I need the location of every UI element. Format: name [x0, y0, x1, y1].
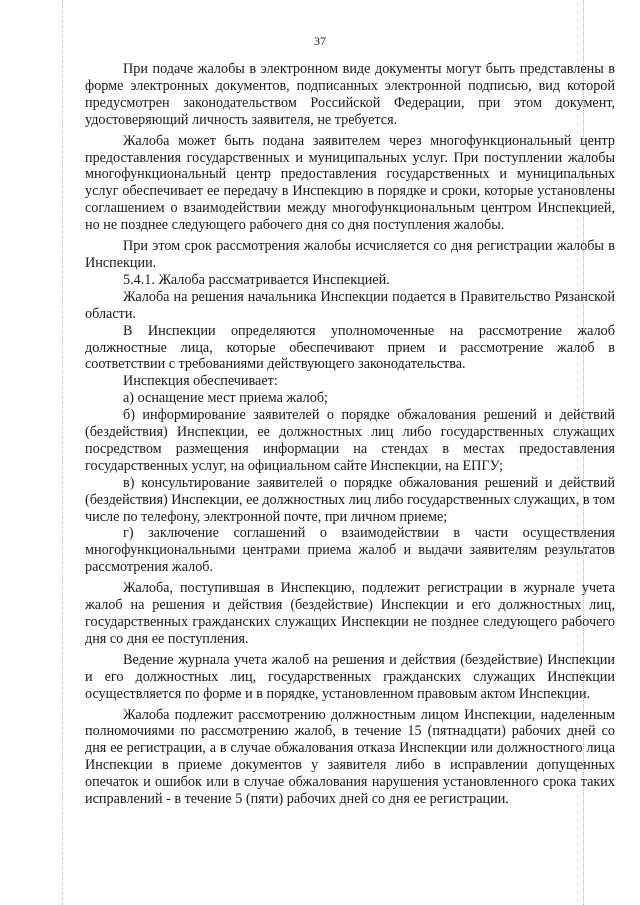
list-item-b: б) информирование заявителей о порядке обжалования решений и действий (бездействия) Инспекции, ее должностных лиц либо государственных служащих посредством размещения информации на стендах в местах предоставления государственных услуг, на официальном сайте Инспекции, на ЕПГУ;: [85, 407, 615, 474]
paragraph-5-4-1: 5.4.1. Жалоба рассматривается Инспекцией.: [123, 271, 390, 288]
list-item-v: в) консультирование заявителей о порядке обжалования решений и действий (бездействия) Инспекции, ее должностных лиц либо государственных служащих, в том числе по телефону, электронной почте, при личном приеме;: [85, 474, 615, 525]
list-item-g: г) заключение соглашений о взаимодействии в части осуществления многофункциональными центрами приема жалоб и выдачи заявителям результатов рассмотрения жалоб.: [85, 525, 615, 576]
paragraph-review-deadline: Жалоба подлежит рассмотрению должностным лицом Инспекции, наделенным полномочиями по рассмотрению жалоб, в течение 15 (пятнадцати) рабочих дней со дня ее регистрации, а в случае обжалования отказа Инспекции или должностного лица Инспекции в приеме документов у заявителя либо в исправлении допущенных опечаток и ошибок или в случае обжалования нарушения установленного срока таких исправлений - в течение 5 (пяти) рабочих дней со дня ее регистрации.: [85, 706, 615, 808]
paragraph-authorized-officials: В Инспекции определяются уполномоченные на рассмотрение жалоб должностные лица, которые обеспечивают прием и рассмотрение жалоб в соответствии с требованиями действующего законодательства.: [85, 322, 615, 373]
paragraph-review-period-start: При этом срок рассмотрения жалобы исчисляется со дня регистрации жалобы в Инспекции.: [85, 238, 615, 271]
paragraph-registration: Жалоба, поступившая в Инспекцию, подлежит регистрации в журнале учета жалоб на решения и действия (бездействие) Инспекции и его должностных лиц, государственных гражданских служащих Инспекции не позднее следующего рабочего дня со дня ее поступления.: [85, 580, 615, 647]
paragraph-mfc-submission: Жалоба может быть подана заявителем через многофункциональный центр предоставления государственных и муниципальных услуг. При поступлении жалобы многофункциональный центр предоставления государственных и муниципальных услуг обеспечивает ее передачу в Инспекцию в порядке и сроки, которые установлены соглашением о взаимодействии между многофункциональным центром Инспекцией, но не позднее следующего рабочего дня со дня поступления жалобы.: [85, 132, 615, 234]
paragraph-inspection-provides: Инспекция обеспечивает:: [123, 373, 278, 390]
paragraph-journal: Ведение журнала учета жалоб на решения и действия (бездействие) Инспекции и его должностных лиц, государственных гражданских служащих Инспекции осуществляется по форме и в порядке, установленном правовым актом Инспекции.: [85, 651, 615, 702]
document-text: [85, 61, 615, 808]
paragraph-head-decision-complaint: Жалоба на решения начальника Инспекции подается в Правительство Рязанской области.: [85, 288, 615, 322]
page-number: 37: [314, 34, 326, 48]
scan-margin-line-left: [62, 0, 63, 905]
list-item-a: а) оснащение мест приема жалоб;: [123, 390, 328, 407]
paragraph-electronic-submission: При подаче жалобы в электронном виде документы могут быть представлены в форме электронных документов, подписанных электронной подписью, вид которой предусмотрен законодательством Российской Федерации, при этом документ, удостоверяющий личность заявителя, не требуется.: [85, 61, 615, 128]
